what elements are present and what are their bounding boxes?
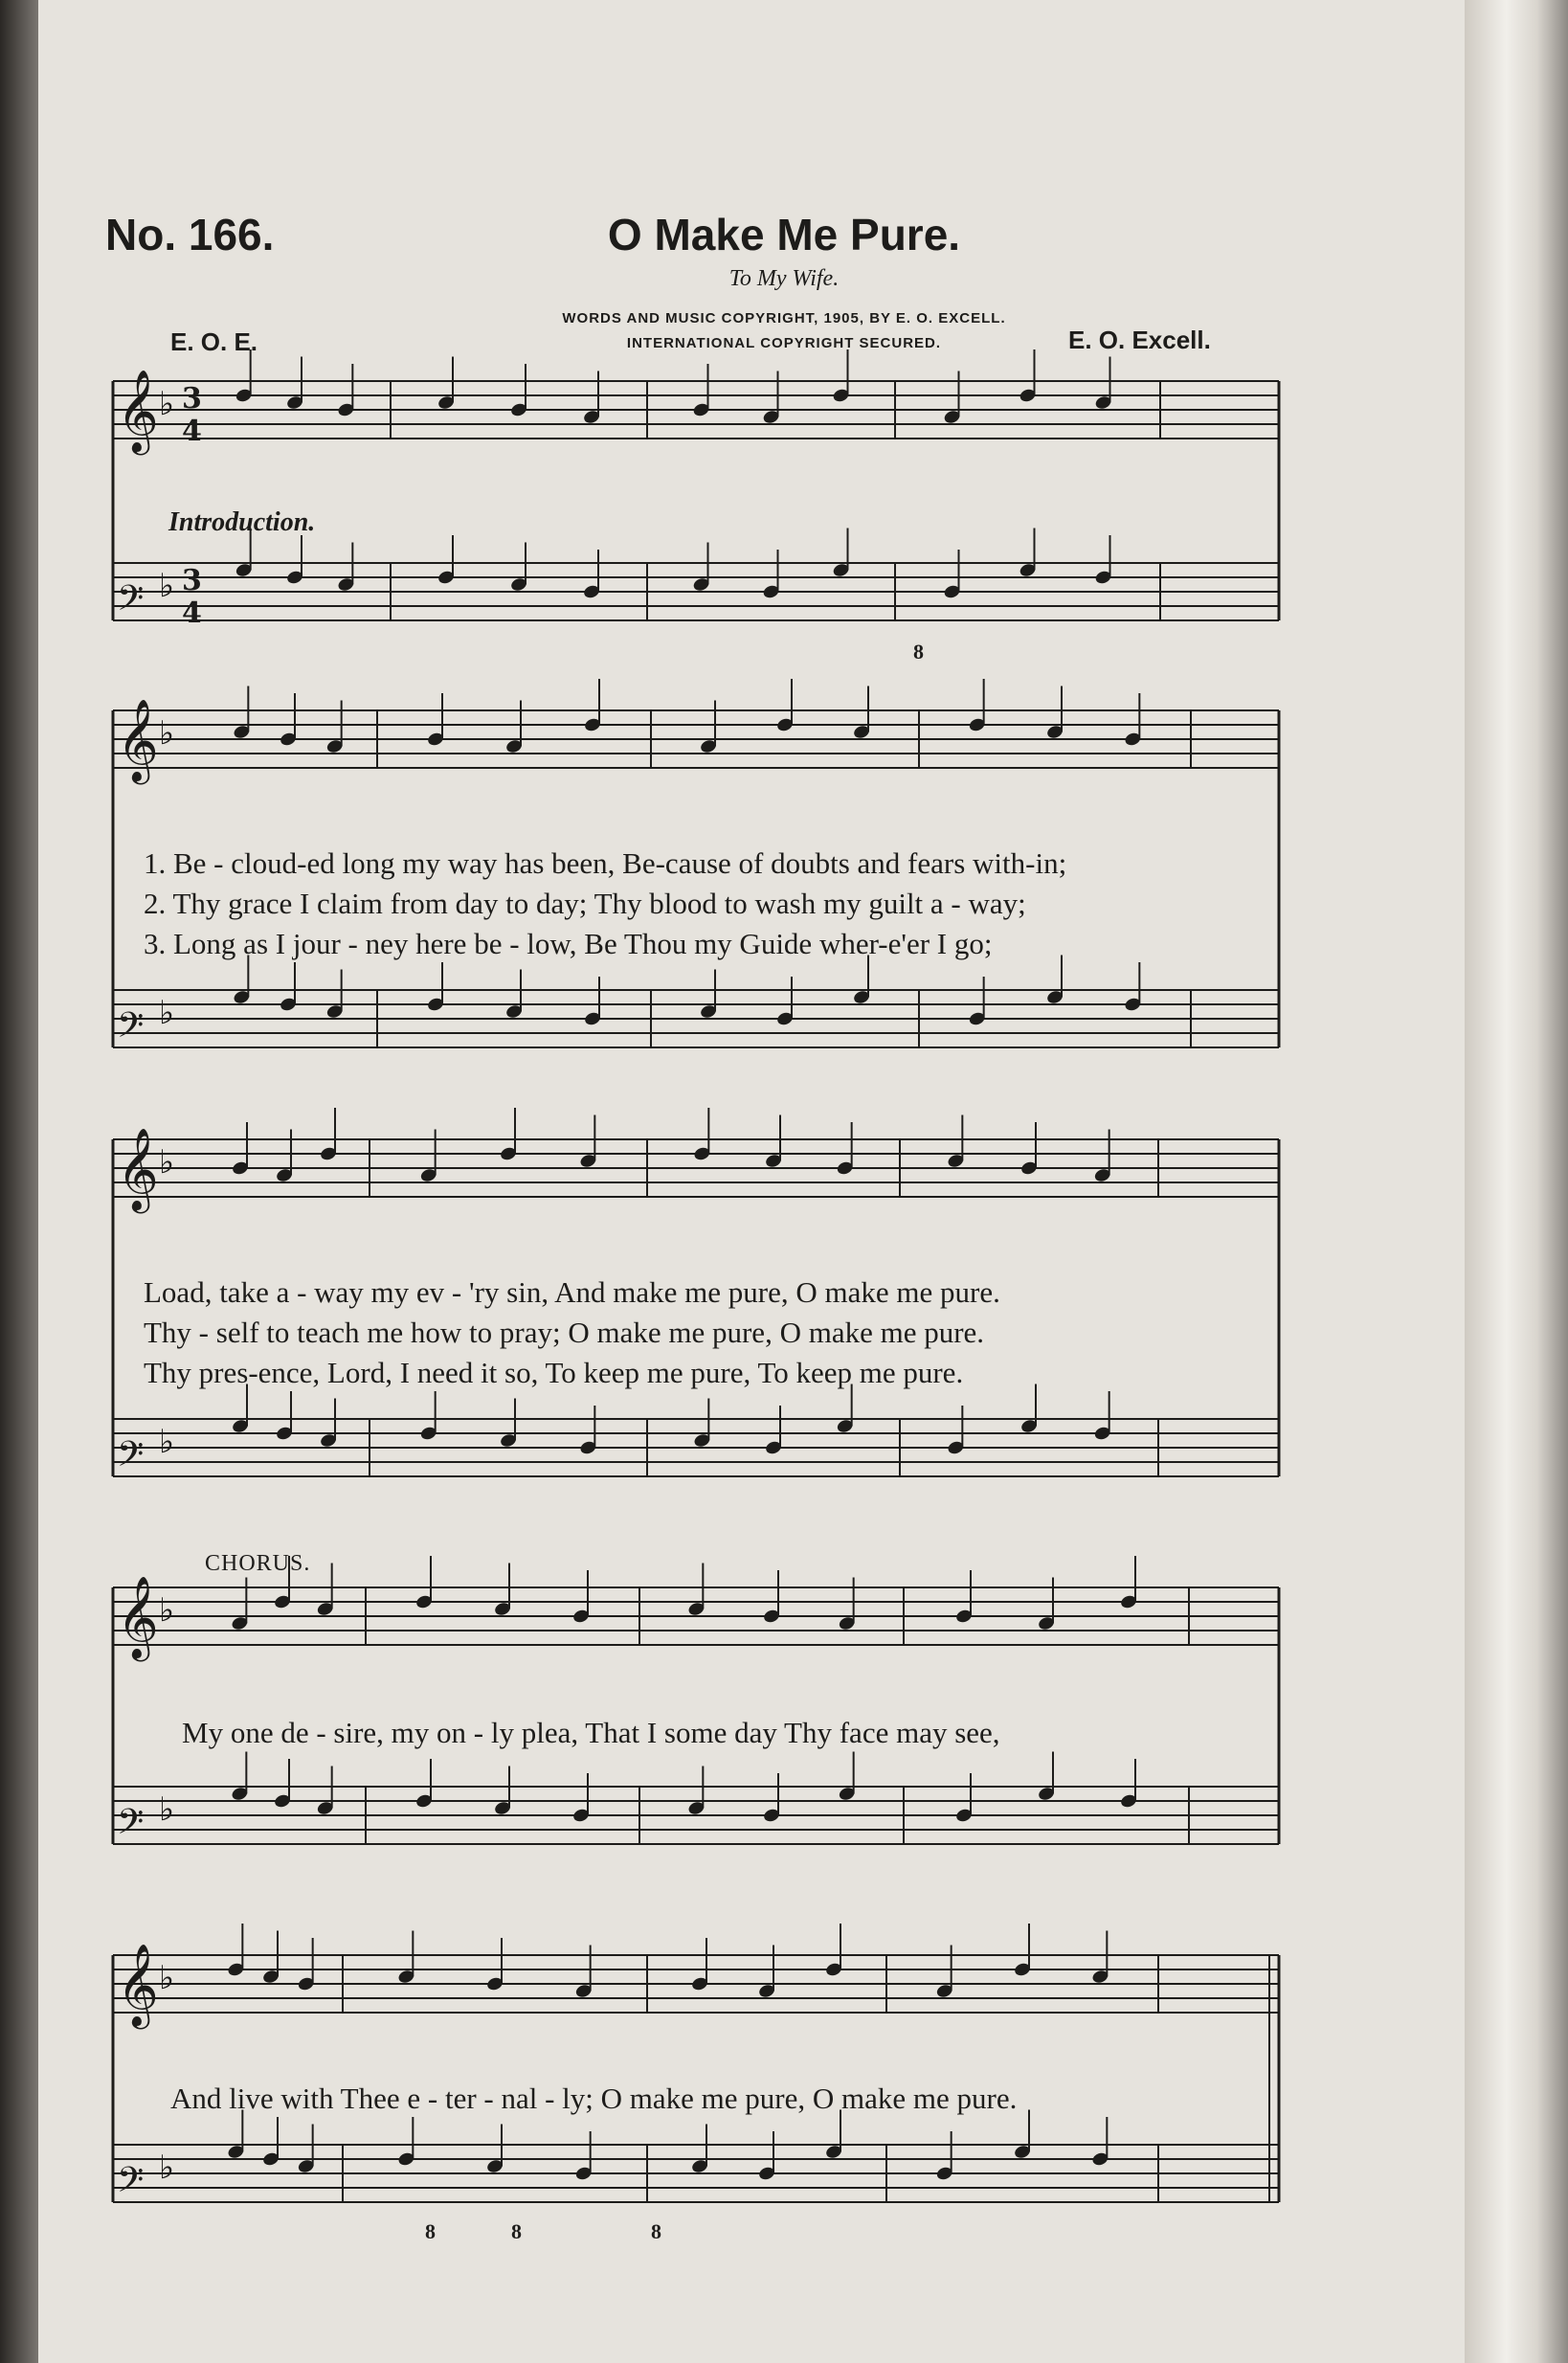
treble-clef: 𝄞 [117, 1576, 159, 1658]
time-signature-treble-bottom: 4 [182, 415, 202, 448]
bass-clef: 𝄢 [117, 1005, 145, 1054]
lyricist-credit: E. O. E. [170, 327, 258, 356]
dedication: To My Wife. [728, 266, 840, 291]
introduction-label: Introduction. [168, 507, 316, 537]
chorus-line-1: My one de - sire, my on - ly plea, That I some day Thy face may see, [182, 1716, 1000, 1749]
time-signature-bass-top: 3 [182, 564, 202, 597]
fingering-3: 8 [651, 2219, 661, 2243]
bass-clef: 𝄢 [117, 1802, 145, 1851]
verse-1-line-1: 1. Be - cloud-ed long my way has been, Be-cause of doubts and fears with-in; [144, 846, 1067, 880]
bass-clef: 𝄢 [117, 2160, 145, 2209]
verse-3-line-1: 3. Long as I jour - ney here be - low, Be Thou my Guide wher-e'er I go; [144, 927, 993, 960]
treble-clef: 𝄞 [117, 1128, 159, 1210]
verse-1-line-2: Load, take a - way my ev - 'ry sin, And make me pure, O make me pure. [144, 1275, 1000, 1309]
fingering-intro: 8 [913, 640, 924, 664]
key-signature-flat: ♭ [159, 1423, 175, 1461]
key-signature-flat: ♭ [159, 567, 175, 605]
composer-credit: E. O. Excell. [1068, 326, 1211, 354]
hymn-title: O Make Me Pure. [607, 210, 961, 259]
key-signature-flat: ♭ [159, 1143, 175, 1182]
key-signature-flat: ♭ [159, 385, 175, 423]
bass-clef: 𝄢 [117, 578, 145, 627]
fingering-1: 8 [425, 2219, 436, 2243]
verse-3-line-2: Thy pres-ence, Lord, I need it so, To keep me pure, To keep me pure. [144, 1356, 964, 1389]
fingering-2: 8 [511, 2219, 522, 2243]
bass-clef: 𝄢 [117, 1434, 145, 1483]
verse-2-line-1: 2. Thy grace I claim from day to day; Thy blood to wash my guilt a - way; [144, 887, 1026, 920]
key-signature-flat: ♭ [159, 1959, 175, 1997]
key-signature-flat: ♭ [159, 714, 175, 753]
key-signature-flat: ♭ [159, 2149, 175, 2187]
key-signature-flat: ♭ [159, 1790, 175, 1829]
treble-clef: 𝄞 [117, 1944, 159, 2026]
copyright-secured: INTERNATIONAL COPYRIGHT SECURED. [626, 335, 942, 351]
copyright-notice: WORDS AND MUSIC COPYRIGHT, 1905, BY E. O. EXCELL. [562, 310, 1006, 326]
treble-clef: 𝄞 [117, 699, 159, 781]
key-signature-flat: ♭ [159, 1591, 175, 1630]
time-signature-treble-top: 3 [182, 382, 202, 416]
hymn-number: No. 166. [105, 210, 275, 259]
chorus-line-2: And live with Thee e - ter - nal - ly; O make me pure, O make me pure. [170, 2082, 1018, 2115]
chorus-label: CHORUS. [205, 1551, 311, 1576]
time-signature-bass-bottom: 4 [182, 596, 202, 630]
verse-2-line-2: Thy - self to teach me how to pray; O make me pure, O make me pure. [144, 1316, 985, 1349]
key-signature-flat: ♭ [159, 994, 175, 1032]
treble-clef: 𝄞 [117, 370, 159, 452]
